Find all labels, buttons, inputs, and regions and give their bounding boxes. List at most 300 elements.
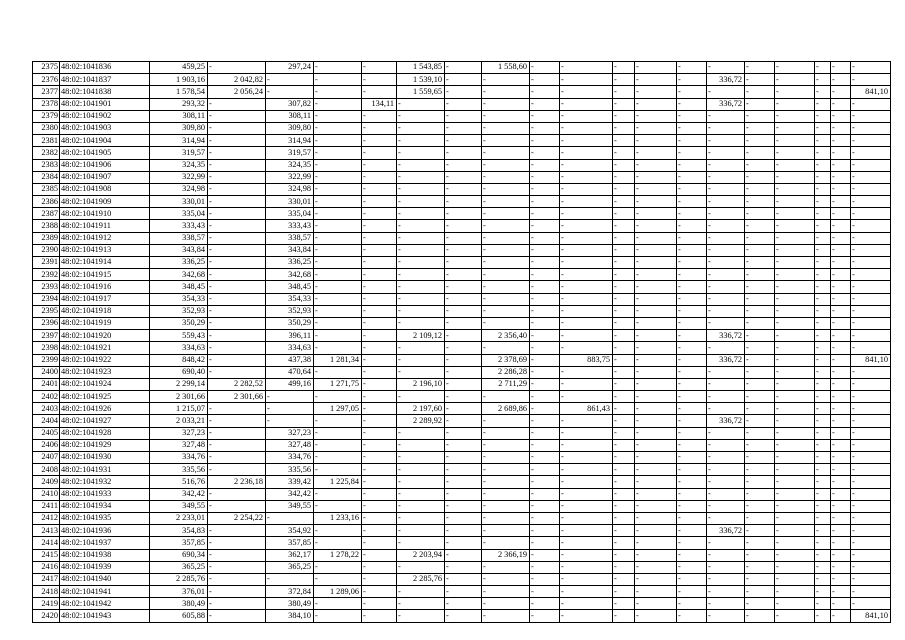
value-cell: -: [362, 159, 397, 171]
value-cell: 354,92: [266, 525, 314, 537]
value-cell: -: [775, 464, 815, 476]
value-cell: -: [831, 537, 851, 549]
value-cell: -: [613, 269, 635, 281]
cadastral-number-cell: 48:02:1041904: [60, 135, 150, 147]
value-cell: 2 378,69: [482, 354, 530, 366]
value-cell: -: [831, 196, 851, 208]
value-cell: -: [362, 464, 397, 476]
value-cell: -: [362, 281, 397, 293]
value-cell: -: [677, 610, 707, 622]
value-cell: -: [362, 147, 397, 159]
value-cell: -: [560, 135, 613, 147]
value-cell: -: [530, 317, 560, 329]
value-cell: -: [707, 257, 745, 269]
value-cell: 2 366,19: [482, 549, 530, 561]
value-cell: -: [397, 122, 445, 134]
value-cell: -: [314, 62, 362, 74]
value-cell: -: [362, 549, 397, 561]
row-number-cell: 2412: [33, 512, 60, 524]
cadastral-number-cell: 48:02:1041931: [60, 464, 150, 476]
value-cell: -: [815, 147, 831, 159]
value-cell: 336,72: [707, 354, 745, 366]
row-number-cell: 2398: [33, 342, 60, 354]
value-cell: -: [707, 305, 745, 317]
value-cell: 336,72: [707, 330, 745, 342]
cadastral-number-cell: 48:02:1041936: [60, 525, 150, 537]
value-cell: -: [707, 281, 745, 293]
value-cell: 470,64: [266, 366, 314, 378]
value-cell: 354,83: [150, 525, 208, 537]
value-cell: -: [831, 281, 851, 293]
value-cell: -: [530, 354, 560, 366]
value-cell: -: [560, 476, 613, 488]
value-cell: -: [745, 122, 775, 134]
cadastral-number-cell: 48:02:1041913: [60, 244, 150, 256]
value-cell: -: [815, 512, 831, 524]
value-cell: -: [677, 512, 707, 524]
value-cell: -: [613, 122, 635, 134]
value-cell: 348,45: [266, 281, 314, 293]
value-cell: 1 281,34: [314, 354, 362, 366]
value-cell: -: [397, 476, 445, 488]
value-cell: 357,85: [150, 537, 208, 549]
value-cell: -: [851, 62, 891, 74]
value-cell: -: [397, 500, 445, 512]
table-row: [33, 403, 891, 415]
value-cell: -: [677, 281, 707, 293]
value-cell: -: [530, 122, 560, 134]
value-cell: -: [851, 135, 891, 147]
value-cell: -: [208, 403, 266, 415]
value-cell: -: [677, 305, 707, 317]
value-cell: 324,98: [150, 183, 208, 195]
value-cell: 314,94: [150, 135, 208, 147]
value-cell: -: [745, 561, 775, 573]
value-cell: -: [851, 427, 891, 439]
value-cell: -: [208, 598, 266, 610]
table-body: [33, 62, 891, 623]
value-cell: -: [314, 391, 362, 403]
value-cell: 336,72: [707, 98, 745, 110]
value-cell: -: [613, 573, 635, 585]
value-cell: -: [677, 171, 707, 183]
row-number-cell: 2406: [33, 439, 60, 451]
value-cell: -: [775, 159, 815, 171]
value-cell: -: [815, 439, 831, 451]
value-cell: -: [677, 196, 707, 208]
value-cell: -: [445, 281, 482, 293]
value-cell: -: [560, 366, 613, 378]
value-cell: -: [851, 464, 891, 476]
value-cell: -: [314, 135, 362, 147]
value-cell: -: [560, 525, 613, 537]
value-cell: -: [208, 232, 266, 244]
cadastral-number-cell: 48:02:1041901: [60, 98, 150, 110]
row-number-cell: 2383: [33, 159, 60, 171]
value-cell: -: [530, 220, 560, 232]
value-cell: -: [208, 244, 266, 256]
value-cell: -: [745, 403, 775, 415]
value-cell: -: [613, 293, 635, 305]
value-cell: -: [613, 171, 635, 183]
value-cell: -: [445, 257, 482, 269]
row-number-cell: 2400: [33, 366, 60, 378]
row-number-cell: 2417: [33, 573, 60, 585]
value-cell: -: [314, 281, 362, 293]
value-cell: -: [815, 403, 831, 415]
value-cell: -: [530, 86, 560, 98]
value-cell: -: [362, 586, 397, 598]
value-cell: -: [635, 391, 677, 403]
value-cell: -: [707, 220, 745, 232]
value-cell: 1 539,10: [397, 74, 445, 86]
value-cell: -: [851, 110, 891, 122]
value-cell: -: [745, 183, 775, 195]
value-cell: -: [362, 196, 397, 208]
value-cell: 338,57: [266, 232, 314, 244]
value-cell: 334,63: [150, 342, 208, 354]
value-cell: -: [831, 74, 851, 86]
row-number-cell: 2402: [33, 391, 60, 403]
value-cell: -: [831, 403, 851, 415]
table-row: [33, 257, 891, 269]
value-cell: 2 285,76: [150, 573, 208, 585]
value-cell: -: [613, 330, 635, 342]
value-cell: 2 286,28: [482, 366, 530, 378]
cadastral-number-cell: 48:02:1041924: [60, 378, 150, 390]
value-cell: -: [745, 257, 775, 269]
value-cell: -: [775, 135, 815, 147]
value-cell: 1 578,54: [150, 86, 208, 98]
value-cell: -: [613, 305, 635, 317]
value-cell: -: [677, 391, 707, 403]
value-cell: -: [314, 171, 362, 183]
value-cell: -: [851, 147, 891, 159]
value-cell: -: [530, 586, 560, 598]
value-cell: -: [851, 122, 891, 134]
value-cell: -: [677, 378, 707, 390]
value-cell: -: [851, 549, 891, 561]
value-cell: -: [851, 293, 891, 305]
row-number-cell: 2397: [33, 330, 60, 342]
value-cell: -: [635, 171, 677, 183]
value-cell: -: [362, 220, 397, 232]
table-row: [33, 147, 891, 159]
value-cell: -: [314, 183, 362, 195]
value-cell: -: [677, 232, 707, 244]
value-cell: -: [445, 232, 482, 244]
cadastral-number-cell: 48:02:1041907: [60, 171, 150, 183]
value-cell: -: [677, 220, 707, 232]
value-cell: -: [745, 488, 775, 500]
value-cell: 2 042,82: [208, 74, 266, 86]
value-cell: -: [635, 244, 677, 256]
value-cell: -: [831, 378, 851, 390]
value-cell: -: [530, 488, 560, 500]
value-cell: -: [707, 147, 745, 159]
value-cell: -: [775, 86, 815, 98]
value-cell: -: [745, 74, 775, 86]
value-cell: -: [745, 110, 775, 122]
value-cell: 1 215,07: [150, 403, 208, 415]
value-cell: -: [208, 183, 266, 195]
value-cell: -: [314, 208, 362, 220]
value-cell: -: [560, 378, 613, 390]
value-cell: -: [362, 488, 397, 500]
value-cell: -: [208, 257, 266, 269]
row-number-cell: 2414: [33, 537, 60, 549]
value-cell: -: [635, 610, 677, 622]
value-cell: -: [851, 512, 891, 524]
value-cell: -: [397, 159, 445, 171]
value-cell: -: [482, 391, 530, 403]
value-cell: -: [560, 598, 613, 610]
value-cell: -: [775, 415, 815, 427]
cadastral-number-cell: 48:02:1041941: [60, 586, 150, 598]
row-number-cell: 2420: [33, 610, 60, 622]
value-cell: -: [314, 610, 362, 622]
value-cell: -: [560, 147, 613, 159]
value-cell: -: [208, 122, 266, 134]
value-cell: -: [482, 452, 530, 464]
value-cell: -: [266, 573, 314, 585]
value-cell: 308,11: [266, 110, 314, 122]
value-cell: -: [831, 488, 851, 500]
cadastral-number-cell: 48:02:1041937: [60, 537, 150, 549]
value-cell: 322,99: [266, 171, 314, 183]
value-cell: -: [707, 586, 745, 598]
value-cell: -: [635, 122, 677, 134]
table-row: [33, 122, 891, 134]
value-cell: -: [397, 537, 445, 549]
value-cell: -: [362, 135, 397, 147]
value-cell: -: [445, 488, 482, 500]
value-cell: -: [815, 354, 831, 366]
value-cell: -: [635, 378, 677, 390]
value-cell: -: [314, 464, 362, 476]
row-number-cell: 2377: [33, 86, 60, 98]
value-cell: 336,25: [150, 257, 208, 269]
table-row: [33, 378, 891, 390]
value-cell: -: [208, 561, 266, 573]
value-cell: -: [775, 147, 815, 159]
value-cell: -: [745, 549, 775, 561]
value-cell: -: [445, 476, 482, 488]
value-cell: -: [775, 549, 815, 561]
value-cell: -: [815, 183, 831, 195]
value-cell: -: [851, 330, 891, 342]
value-cell: -: [707, 452, 745, 464]
value-cell: -: [635, 452, 677, 464]
value-cell: -: [482, 561, 530, 573]
value-cell: 376,01: [150, 586, 208, 598]
value-cell: -: [831, 317, 851, 329]
value-cell: -: [530, 391, 560, 403]
value-cell: -: [208, 196, 266, 208]
row-number-cell: 2419: [33, 598, 60, 610]
value-cell: -: [635, 62, 677, 74]
value-cell: 336,25: [266, 257, 314, 269]
value-cell: -: [745, 537, 775, 549]
value-cell: 372,84: [266, 586, 314, 598]
value-cell: -: [397, 561, 445, 573]
value-cell: -: [560, 573, 613, 585]
value-cell: -: [745, 147, 775, 159]
row-number-cell: 2415: [33, 549, 60, 561]
value-cell: -: [815, 269, 831, 281]
value-cell: 336,72: [707, 74, 745, 86]
value-cell: -: [831, 220, 851, 232]
value-cell: -: [635, 232, 677, 244]
value-cell: -: [831, 391, 851, 403]
value-cell: -: [314, 122, 362, 134]
value-cell: 327,48: [150, 439, 208, 451]
value-cell: 327,23: [150, 427, 208, 439]
value-cell: -: [445, 147, 482, 159]
value-cell: -: [851, 488, 891, 500]
value-cell: 2 056,24: [208, 86, 266, 98]
table-row: [33, 464, 891, 476]
value-cell: 2 203,94: [397, 549, 445, 561]
value-cell: 336,72: [707, 415, 745, 427]
value-cell: 2 356,40: [482, 330, 530, 342]
value-cell: -: [445, 391, 482, 403]
table-row: [33, 86, 891, 98]
value-cell: 2 301,66: [208, 391, 266, 403]
value-cell: -: [707, 342, 745, 354]
value-cell: -: [831, 257, 851, 269]
value-cell: 841,10: [851, 610, 891, 622]
value-cell: -: [314, 342, 362, 354]
value-cell: -: [677, 135, 707, 147]
cadastral-number-cell: 48:02:1041935: [60, 512, 150, 524]
value-cell: 1 297,05: [314, 403, 362, 415]
value-cell: -: [775, 476, 815, 488]
value-cell: -: [530, 98, 560, 110]
value-cell: -: [266, 391, 314, 403]
value-cell: -: [635, 147, 677, 159]
value-cell: -: [815, 464, 831, 476]
value-cell: -: [482, 257, 530, 269]
value-cell: -: [775, 561, 815, 573]
value-cell: -: [482, 208, 530, 220]
value-cell: 307,82: [266, 98, 314, 110]
value-cell: -: [362, 500, 397, 512]
value-cell: -: [560, 159, 613, 171]
value-cell: 350,29: [150, 317, 208, 329]
value-cell: -: [851, 196, 891, 208]
value-cell: -: [397, 488, 445, 500]
value-cell: 2 109,12: [397, 330, 445, 342]
value-cell: -: [745, 573, 775, 585]
table-row: [33, 488, 891, 500]
value-cell: -: [677, 257, 707, 269]
value-cell: -: [445, 86, 482, 98]
row-number-cell: 2413: [33, 525, 60, 537]
row-number-cell: 2407: [33, 452, 60, 464]
value-cell: -: [445, 610, 482, 622]
value-cell: -: [635, 549, 677, 561]
value-cell: -: [707, 610, 745, 622]
value-cell: -: [851, 537, 891, 549]
value-cell: 297,24: [266, 62, 314, 74]
value-cell: -: [851, 244, 891, 256]
value-cell: -: [362, 293, 397, 305]
value-cell: -: [613, 427, 635, 439]
value-cell: -: [362, 317, 397, 329]
row-number-cell: 2389: [33, 232, 60, 244]
cadastral-number-cell: 48:02:1041934: [60, 500, 150, 512]
value-cell: -: [445, 330, 482, 342]
table-row: [33, 573, 891, 585]
value-cell: -: [613, 549, 635, 561]
value-cell: -: [613, 512, 635, 524]
value-cell: -: [560, 74, 613, 86]
value-cell: -: [445, 378, 482, 390]
value-cell: -: [445, 354, 482, 366]
table-row: [33, 135, 891, 147]
row-number-cell: 2376: [33, 74, 60, 86]
value-cell: -: [613, 378, 635, 390]
value-cell: 848,42: [150, 354, 208, 366]
value-cell: 2 285,76: [397, 573, 445, 585]
value-cell: -: [831, 98, 851, 110]
value-cell: -: [208, 610, 266, 622]
cadastral-number-cell: 48:02:1041927: [60, 415, 150, 427]
value-cell: -: [613, 317, 635, 329]
value-cell: -: [397, 98, 445, 110]
value-cell: -: [635, 403, 677, 415]
value-cell: 2 711,29: [482, 378, 530, 390]
row-number-cell: 2404: [33, 415, 60, 427]
value-cell: -: [362, 610, 397, 622]
value-cell: -: [815, 257, 831, 269]
value-cell: -: [208, 147, 266, 159]
value-cell: -: [362, 415, 397, 427]
value-cell: -: [831, 62, 851, 74]
value-cell: -: [707, 598, 745, 610]
cadastral-number-cell: 48:02:1041910: [60, 208, 150, 220]
value-cell: -: [707, 196, 745, 208]
value-cell: -: [677, 159, 707, 171]
value-cell: -: [530, 159, 560, 171]
value-cell: -: [677, 98, 707, 110]
value-cell: -: [775, 403, 815, 415]
value-cell: -: [831, 342, 851, 354]
value-cell: -: [677, 342, 707, 354]
value-cell: -: [775, 196, 815, 208]
value-cell: -: [635, 476, 677, 488]
value-cell: -: [707, 573, 745, 585]
value-cell: -: [482, 476, 530, 488]
value-cell: -: [635, 464, 677, 476]
row-number-cell: 2385: [33, 183, 60, 195]
value-cell: -: [613, 342, 635, 354]
value-cell: -: [445, 305, 482, 317]
value-cell: -: [635, 427, 677, 439]
value-cell: -: [635, 196, 677, 208]
value-cell: -: [266, 512, 314, 524]
value-cell: -: [530, 147, 560, 159]
value-cell: -: [482, 415, 530, 427]
value-cell: -: [530, 439, 560, 451]
value-cell: 334,63: [266, 342, 314, 354]
value-cell: -: [530, 403, 560, 415]
value-cell: -: [613, 610, 635, 622]
value-cell: -: [745, 281, 775, 293]
value-cell: -: [831, 464, 851, 476]
value-cell: -: [482, 610, 530, 622]
